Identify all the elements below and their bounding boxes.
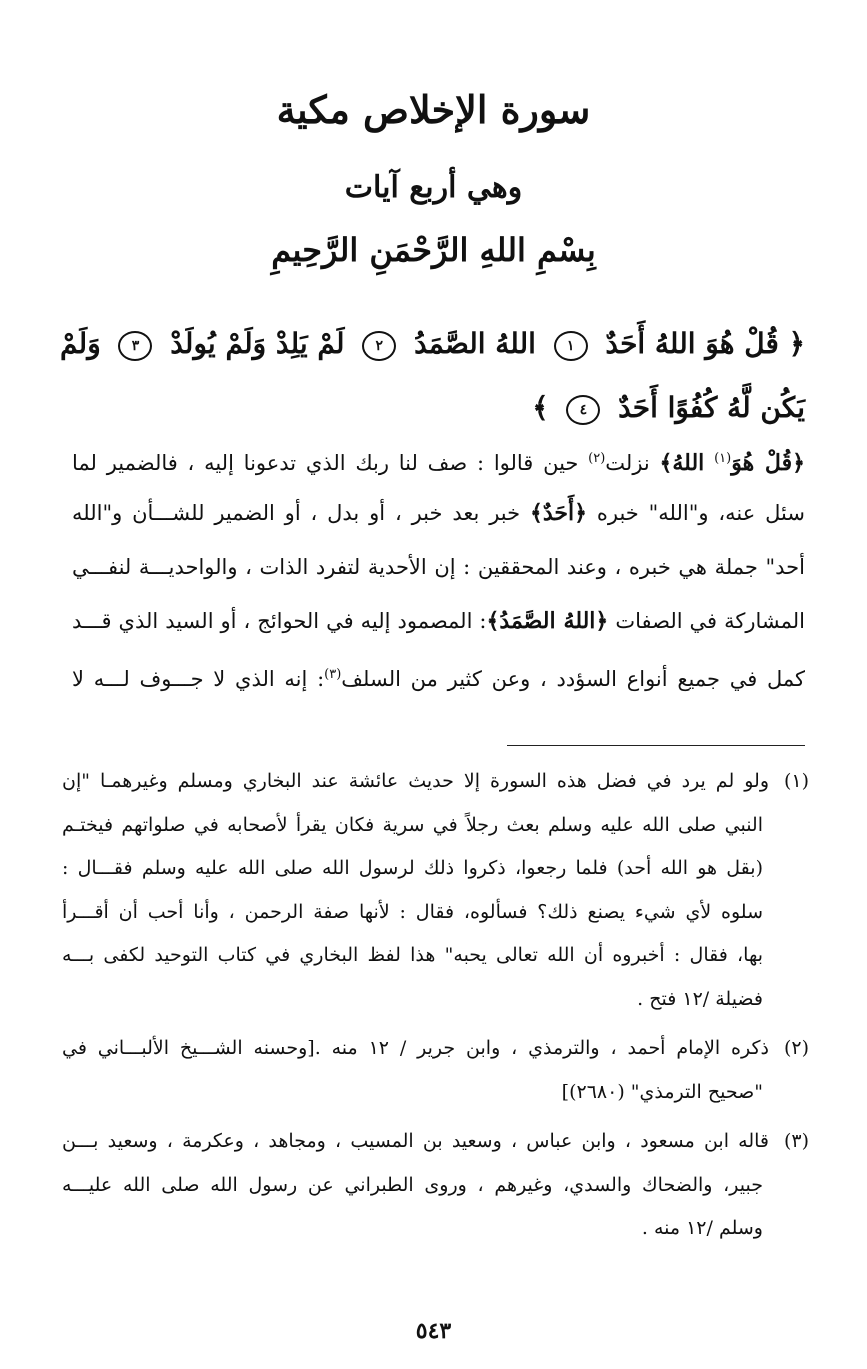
quran-line-2 [78, 376, 805, 440]
footnote-line: جبير، والضحاك والسدي، وغيرهم ، وروى الطبراني عن رسول الله صلى الله عليـــه [62, 1173, 763, 1196]
commentary-text: حين قالوا : صف لنا ربك الذي تدعونا إليه ، فالضمير لما [72, 451, 589, 475]
footnote-line: (بقل هو الله أحد) فلما رجعوا، ذكروا ذلك لرسول الله صلى الله عليه وسلم فقـــال : [62, 857, 763, 879]
page-number: ٥٤٣ [415, 1318, 452, 1344]
footnote-line: سلوه لأي شيء يصنع ذلك؟ فسألوه، فقال : لأنها صفة الرحمن ، وأنا أحب أن أقـــرأ [62, 900, 763, 923]
footnote-line [62, 1120, 809, 1164]
commentary-text: سئل عنه، و"الله" خبره [587, 501, 805, 525]
ayah-number-marker: ٣ [118, 331, 152, 361]
footnote-3 [62, 1120, 809, 1251]
quran-open-bracket: ﴿ [788, 327, 805, 360]
ayah-3-text: لَمْ يَلِدْ وَلَمْ يُولَدْ [170, 327, 345, 360]
commentary-text: المشاركة في الصفات [608, 609, 805, 633]
commentary-line [72, 594, 805, 648]
ayah-number-marker: ١ [554, 331, 588, 361]
commentary-text: : إنه الذي لا جـــوف لـــه لا [72, 667, 325, 691]
commentary-line [72, 432, 805, 486]
footnote-number: (١) [783, 770, 809, 792]
quoted-verse: اللهُ﴾ [659, 450, 705, 476]
surah-title: سورة الإخلاص مكية [276, 87, 591, 132]
footnote-2 [62, 1027, 809, 1114]
quran-close-bracket: ﴾ [532, 391, 549, 424]
footnote-line [62, 1027, 809, 1071]
commentary-line: أحد" جملة هي خبره ، وعند المحققين : إن الأحدية لتفرد الذات ، والواحديـــة لنفـــي [72, 555, 805, 579]
ayah-1-text: قُلْ هُوَ اللهُ أَحَدٌ [605, 327, 779, 360]
footnote-line: وسلم /١٢ منه . [641, 1217, 763, 1239]
commentary-line [72, 648, 805, 702]
footnote-line: "صحيح الترمذي" (٢٦٨٠)] [561, 1080, 763, 1103]
quoted-verse: ﴿اللهُ الصَّمَدُ﴾ [486, 608, 609, 634]
commentary-text: نزلت [605, 451, 660, 475]
footnote-number: (٣) [783, 1130, 809, 1152]
basmala: بِسْمِ اللهِ الرَّحْمَنِ الرَّحِيمِ [271, 231, 596, 269]
quran-text-block [60, 312, 805, 440]
footnotes-section [62, 760, 809, 1257]
footnote-text: ولو لم يرد في فضل هذه السورة إلا حديث عائشة عند البخاري ومسلم وغيرهمـا "إن [62, 770, 769, 792]
ayah-4-text: يَكُن لَّهُ كُفُوًا أَحَدٌ [618, 391, 805, 424]
commentary-text: خبر بعد خبر ، أو بدل ، أو الضمير للشـــأن و"الله [72, 501, 530, 525]
footnote-1 [62, 760, 809, 1021]
footnote-ref[interactable]: (٢) [588, 451, 606, 466]
quoted-verse: ﴿قُلْ هُوَ [731, 450, 805, 476]
quoted-verse: ﴿أَحَدٌ﴾ [529, 500, 588, 526]
footnote-line: بها، فقال : أخبروه أن الله تعالى يحبه" هذا لفظ البخاري في كتاب التوحيد لكفى بـــه [62, 944, 763, 966]
ayah-number-marker: ٤ [566, 395, 600, 425]
commentary-text: كمل في جميع أنواع السؤدد ، وعن كثير من السلف [341, 667, 805, 691]
ayah-4-start-text: وَلَمْ [60, 327, 101, 360]
footnote-number: (٢) [783, 1037, 809, 1059]
verse-count-subtitle: وهي أربع آيات [344, 170, 523, 205]
footnote-ref[interactable]: (٣) [324, 667, 342, 682]
footnote-ref[interactable]: (١) [714, 451, 732, 466]
commentary-block [72, 432, 805, 702]
footnote-line [62, 760, 809, 804]
commentary-line [72, 486, 805, 540]
footnote-separator [507, 745, 805, 746]
commentary-text: : المصمود إليه في الحوائج ، أو السيد الذي قـــد [72, 609, 487, 633]
footnote-line: النبي صلى الله عليه وسلم بعث رجلاً في سرية فكان يقرأ لأصحابه في صلواتهم فيختـم [62, 813, 763, 836]
ayah-number-marker: ٢ [362, 331, 396, 361]
footnote-text: قاله ابن مسعود ، وابن عباس ، وسعيد بن المسيب ، ومجاهد ، وعكرمة ، وسعيد بـــن [62, 1130, 769, 1152]
quran-line-1 [60, 312, 805, 376]
footnote-line: فضيلة /١٢ فتح . [637, 987, 763, 1010]
footnote-text: ذكره الإمام أحمد ، والترمذي ، وابن جرير / ١٢ منه .[وحسنه الشـــيخ الألبـــاني في [62, 1037, 769, 1059]
ayah-2-text: اللهُ الصَّمَدُ [414, 327, 536, 360]
